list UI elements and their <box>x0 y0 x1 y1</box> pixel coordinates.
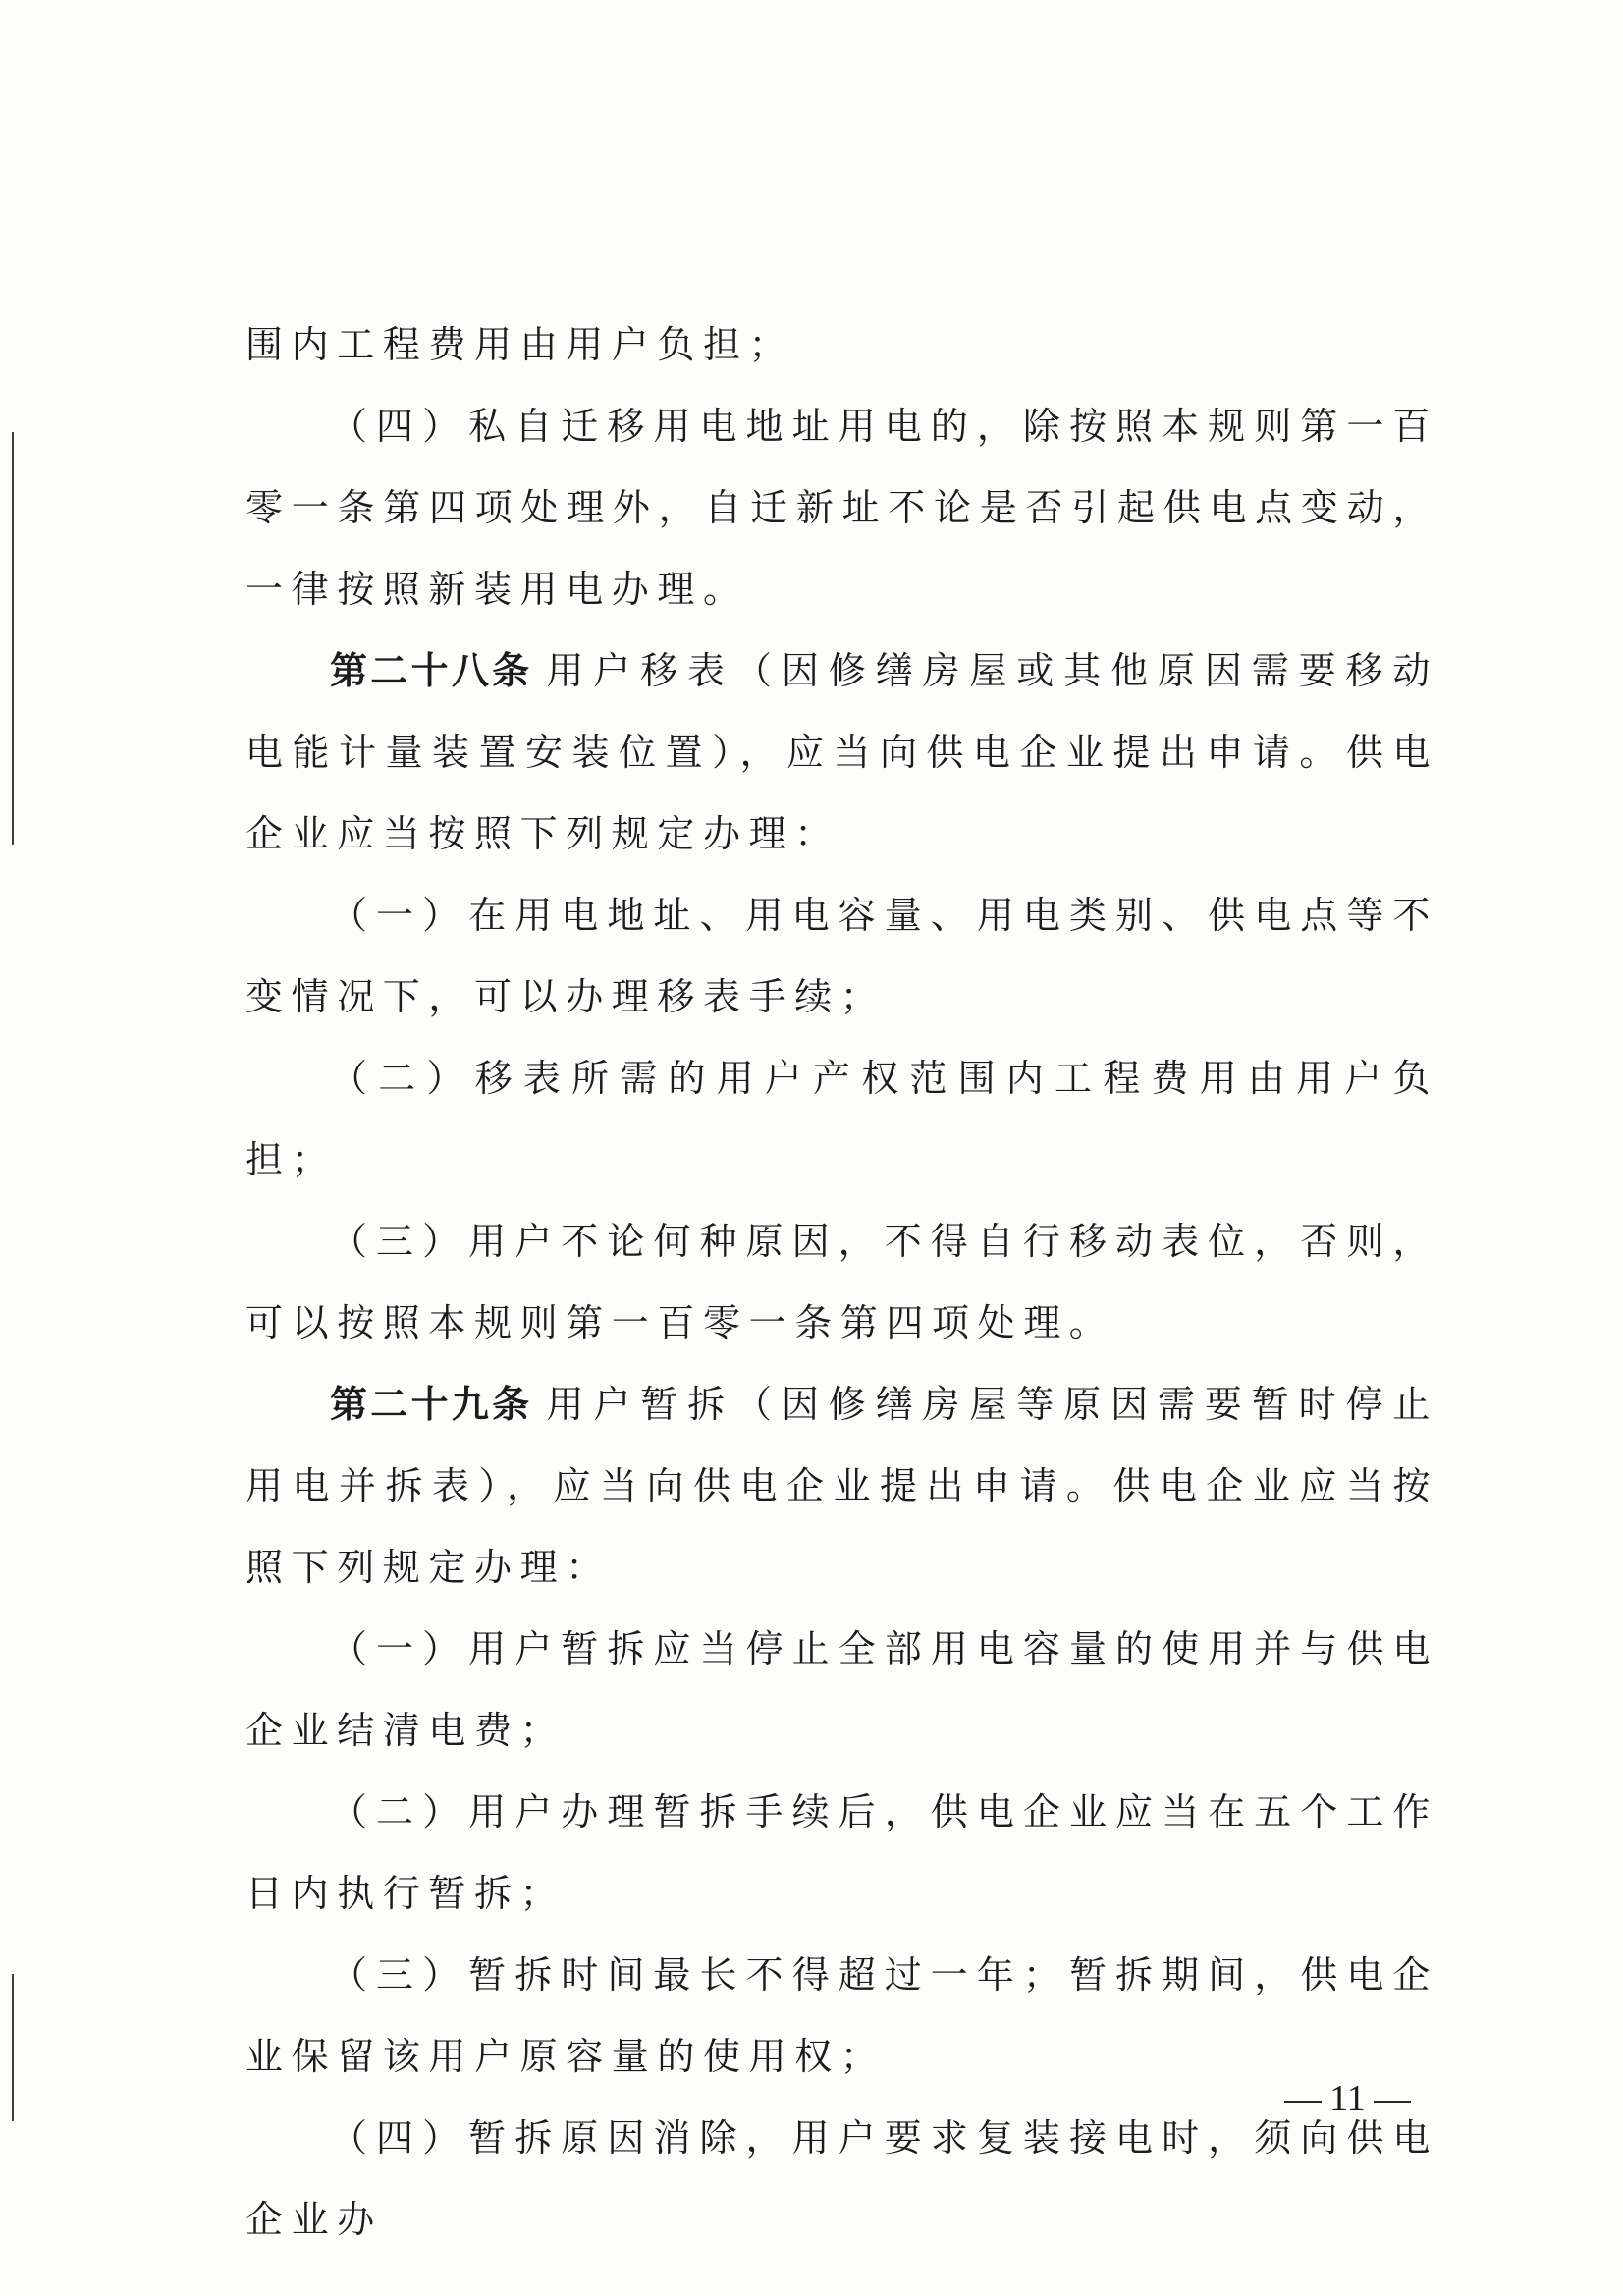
footer-dash-right <box>1374 2101 1411 2103</box>
paragraph-text: （四）私自迁移用电地址用电的，除按照本规则第一百零一条第四项处理外，自迁新址不论是否引起供电点变动，一律按照新装用电办理。 <box>245 405 1438 611</box>
paragraph-text: 围内工程费用由用户负担； <box>245 323 795 366</box>
paragraph-text: （一）在用电地址、用电容量、用电类别、供电点等不变情况下，可以办理移表手续； <box>245 894 1438 1018</box>
paragraph <box>245 386 1438 630</box>
page-number: 11 <box>1329 2078 1366 2119</box>
paragraph-text: 用户暂拆（因修缮房屋等原因需要暂时停止用电并拆表），应当向供电企业提出申请。供电企业应当按照下列规定办理： <box>245 1383 1438 1589</box>
paragraph <box>245 1609 1438 1772</box>
document-body <box>245 304 1438 2261</box>
paragraph <box>245 2098 1438 2261</box>
paragraph <box>245 875 1438 1038</box>
scan-edge-mark <box>12 432 14 845</box>
paragraph <box>245 1935 1438 2098</box>
paragraph-text: 用户移表（因修缮房屋或其他原因需要移动电能计量装置安装位置），应当向供电企业提出申请。供电企业应当按照下列规定办理： <box>245 649 1438 855</box>
page-footer <box>1276 2077 1419 2120</box>
paragraph-text: （四）暂拆原因消除，用户要求复装接电时，须向供电企业办 <box>245 2116 1438 2241</box>
scan-edge-mark <box>12 1974 14 2121</box>
article-paragraph <box>245 630 1438 875</box>
paragraph-text: （三）暂拆时间最长不得超过一年；暂拆期间，供电企业保留该用户原容量的使用权； <box>245 1953 1438 2078</box>
footer-dash-left <box>1284 2101 1322 2103</box>
paragraph <box>245 1201 1438 1364</box>
paragraph <box>245 1038 1438 1201</box>
article-number: 第二十九条 <box>330 1383 533 1426</box>
paragraph-text: （二）移表所需的用户产权范围内工程费用由用户负担； <box>245 1057 1438 1181</box>
paragraph-text: （一）用户暂拆应当停止全部用电容量的使用并与供电企业结清电费； <box>245 1627 1438 1752</box>
paragraph <box>245 304 1438 386</box>
paragraph-text: （二）用户办理暂拆手续后，供电企业应当在五个工作日内执行暂拆； <box>245 1790 1438 1915</box>
article-number: 第二十八条 <box>330 649 533 692</box>
paragraph <box>245 1772 1438 1935</box>
article-paragraph <box>245 1364 1438 1609</box>
paragraph-text: （三）用户不论何种原因，不得自行移动表位，否则，可以按照本规则第一百零一条第四项处理。 <box>245 1220 1438 1344</box>
